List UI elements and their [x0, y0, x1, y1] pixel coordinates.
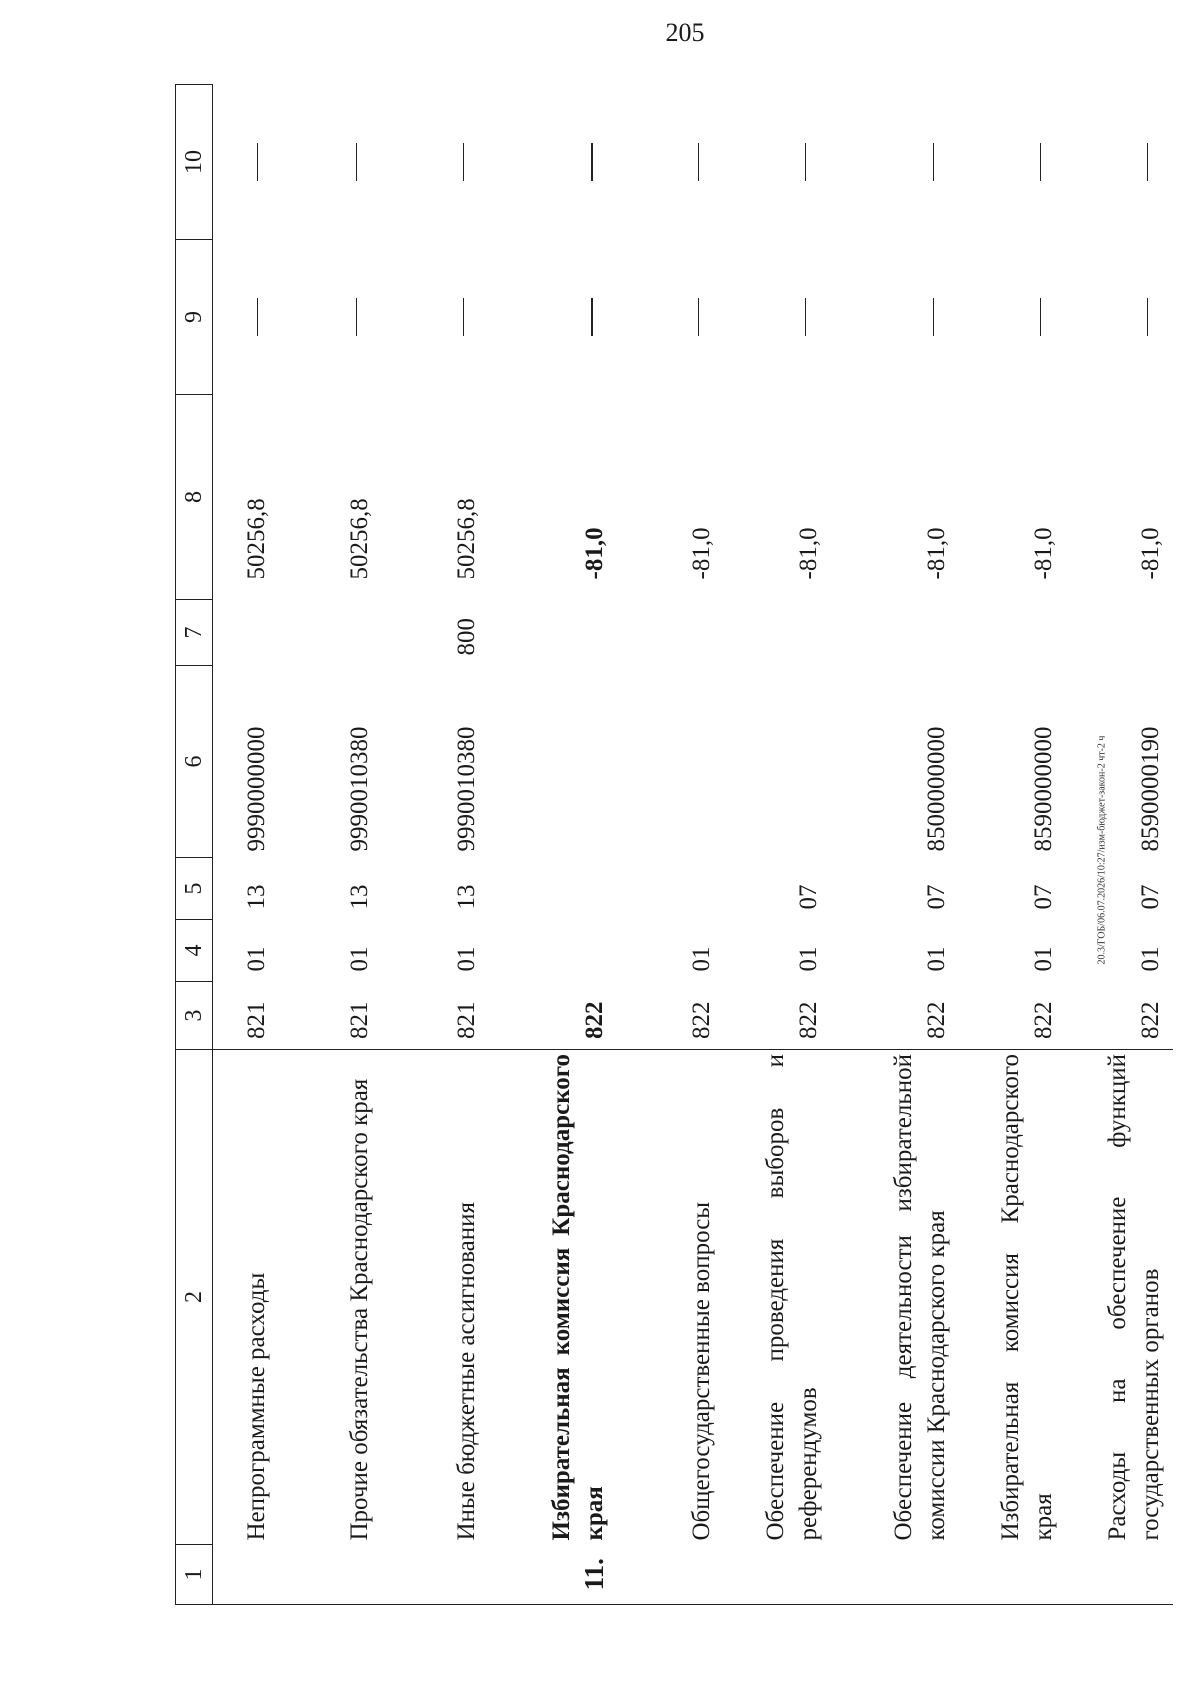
dash-mark: [591, 143, 593, 181]
cell-rz: 01: [452, 946, 480, 972]
cell-rz: 01: [1029, 946, 1057, 972]
cell-col10-dash: [831, 85, 959, 240]
cell-vr: [724, 600, 831, 666]
cell-ved: 822: [794, 1001, 822, 1039]
cell-rz: 01: [345, 946, 373, 972]
dash-mark: [591, 298, 593, 336]
cell-col9-dash: [275, 240, 382, 395]
dash-mark: [463, 298, 464, 336]
document-footer: 20.3/ГОБ/06.07.2026/10:27/изм-бюджет-закон-2 чт-2 ч: [1096, 735, 1108, 965]
cell-vr: [489, 600, 617, 666]
cell-col9-dash: [489, 240, 617, 395]
cell-csr: 9990010380: [345, 726, 373, 852]
cell-vr: [1066, 600, 1173, 666]
budget-table-container: [175, 85, 1200, 1605]
row-name: Прочие обязательства Краснодарского края: [275, 1050, 382, 1545]
cell-amount: -81,0: [687, 527, 715, 580]
table-row: [275, 85, 382, 1605]
row-number: [959, 1545, 1066, 1605]
cell-rz: [489, 920, 617, 982]
dash-mark: [463, 143, 464, 181]
cell-rz: 01: [687, 946, 715, 972]
cell-pr: 13: [452, 884, 480, 910]
cell-pr: [617, 858, 724, 920]
table-row: [617, 85, 724, 1605]
cell-col10-dash: [959, 85, 1066, 240]
dash-mark: [933, 143, 934, 181]
row-number: [382, 1545, 489, 1605]
row-number: [275, 1545, 382, 1605]
cell-amount: -81,0: [1029, 527, 1057, 580]
cell-pr: 07: [1029, 884, 1057, 910]
cell-vr: [617, 600, 724, 666]
cell-csr: [617, 666, 724, 858]
row-number: [1066, 1545, 1173, 1605]
dash-mark: [356, 298, 357, 336]
cell-ved: 822: [922, 1001, 950, 1039]
cell-rz: 01: [922, 946, 950, 972]
cell-pr: 13: [345, 884, 373, 910]
dash-mark: [356, 143, 357, 181]
col-header-6: 6: [176, 666, 213, 858]
col-header-5: 5: [176, 858, 213, 920]
col-header-2: 2: [176, 1050, 213, 1545]
row-name: Обеспечение проведения выборов и референдумов: [724, 1050, 831, 1545]
cell-amount: 50256,8: [242, 498, 270, 580]
cell-vr: [959, 600, 1066, 666]
cell-col9-dash: [382, 240, 489, 395]
row-name: Избирательная комиссия Краснодарского края: [959, 1050, 1066, 1545]
header-row: [176, 85, 213, 1605]
cell-vr: [831, 600, 959, 666]
table-row: [213, 85, 275, 1605]
cell-rz: 01: [1136, 946, 1164, 972]
cell-col10-dash: [489, 85, 617, 240]
dash-mark: [257, 298, 258, 336]
table-row: [489, 85, 617, 1605]
cell-ved: 822: [1136, 1001, 1164, 1039]
cell-csr: 9990000000: [242, 726, 270, 852]
cell-col9-dash: [617, 240, 724, 395]
table-row: [959, 85, 1066, 1605]
row-name: Избирательная комиссия Краснодарского края: [489, 1050, 617, 1545]
cell-csr: 8590000000: [1029, 726, 1057, 852]
col-header-4: 4: [176, 920, 213, 982]
row-number: [213, 1545, 275, 1605]
page-number: 205: [665, 18, 705, 47]
cell-csr: 8590000190: [1136, 726, 1164, 852]
table-body: [213, 85, 1173, 1605]
table-header: [176, 85, 213, 1605]
dash-mark: [1147, 143, 1148, 181]
cell-pr: 07: [922, 884, 950, 910]
cell-amount: -81,0: [794, 527, 822, 580]
cell-csr: [489, 666, 617, 858]
cell-col9-dash: [959, 240, 1066, 395]
col-header-7: 7: [176, 600, 213, 666]
cell-ved: 822: [580, 1001, 608, 1039]
cell-pr: 07: [1136, 884, 1164, 910]
col-header-1: 1: [176, 1545, 213, 1605]
cell-amount: 50256,8: [345, 498, 373, 580]
dash-mark: [1040, 298, 1041, 336]
col-header-8: 8: [176, 395, 213, 600]
col-header-3: 3: [176, 982, 213, 1050]
cell-col9-dash: [213, 240, 275, 395]
row-name: Иные бюджетные ассигнования: [382, 1050, 489, 1545]
dash-mark: [805, 143, 806, 181]
cell-col10-dash: [275, 85, 382, 240]
cell-pr: [489, 858, 617, 920]
cell-col10-dash: [382, 85, 489, 240]
cell-col10-dash: [213, 85, 275, 240]
col-header-10: 10: [176, 85, 213, 240]
row-name: Обеспечение деятельности избирательной комиссии Краснодарского края: [831, 1050, 959, 1545]
cell-col9-dash: [724, 240, 831, 395]
dash-mark: [1040, 143, 1041, 181]
cell-col9-dash: [1066, 240, 1173, 395]
table-row: [831, 85, 959, 1605]
cell-amount: -81,0: [922, 527, 950, 580]
dash-mark: [257, 143, 258, 181]
cell-csr: 9990010380: [452, 726, 480, 852]
row-name: Общегосударственные вопросы: [617, 1050, 724, 1545]
cell-csr: [724, 666, 831, 858]
table-row: [382, 85, 489, 1605]
cell-vr: 800: [452, 618, 480, 656]
cell-pr: 13: [242, 884, 270, 910]
cell-rz: 01: [242, 946, 270, 972]
dash-mark: [805, 298, 806, 336]
budget-table: [175, 84, 1173, 1605]
cell-col9-dash: [831, 240, 959, 395]
row-name: Расходы на обеспечение функций государственных органов: [1066, 1050, 1173, 1545]
dash-mark: [698, 143, 699, 181]
cell-col10-dash: [1066, 85, 1173, 240]
cell-amount: -81,0: [580, 527, 608, 580]
row-number: [617, 1545, 724, 1605]
cell-col10-dash: [724, 85, 831, 240]
cell-csr: 8500000000: [922, 726, 950, 852]
row-name: Непрограммные расходы: [213, 1050, 275, 1545]
cell-vr: [275, 600, 382, 666]
cell-ved: 822: [687, 1001, 715, 1039]
table-row: [1066, 85, 1173, 1605]
cell-vr: [213, 600, 275, 666]
cell-ved: 821: [452, 1001, 480, 1039]
dash-mark: [1147, 298, 1148, 336]
row-number: 11.: [489, 1545, 617, 1605]
cell-rz: 01: [794, 946, 822, 972]
cell-pr: 07: [794, 884, 822, 910]
cell-ved: 821: [345, 1001, 373, 1039]
cell-amount: -81,0: [1136, 527, 1164, 580]
cell-ved: 822: [1029, 1001, 1057, 1039]
dash-mark: [698, 298, 699, 336]
dash-mark: [933, 298, 934, 336]
cell-col10-dash: [617, 85, 724, 240]
col-header-9: 9: [176, 240, 213, 395]
row-number: [831, 1545, 959, 1605]
cell-amount: 50256,8: [452, 498, 480, 580]
row-number: [724, 1545, 831, 1605]
cell-ved: 821: [242, 1001, 270, 1039]
table-row: [724, 85, 831, 1605]
